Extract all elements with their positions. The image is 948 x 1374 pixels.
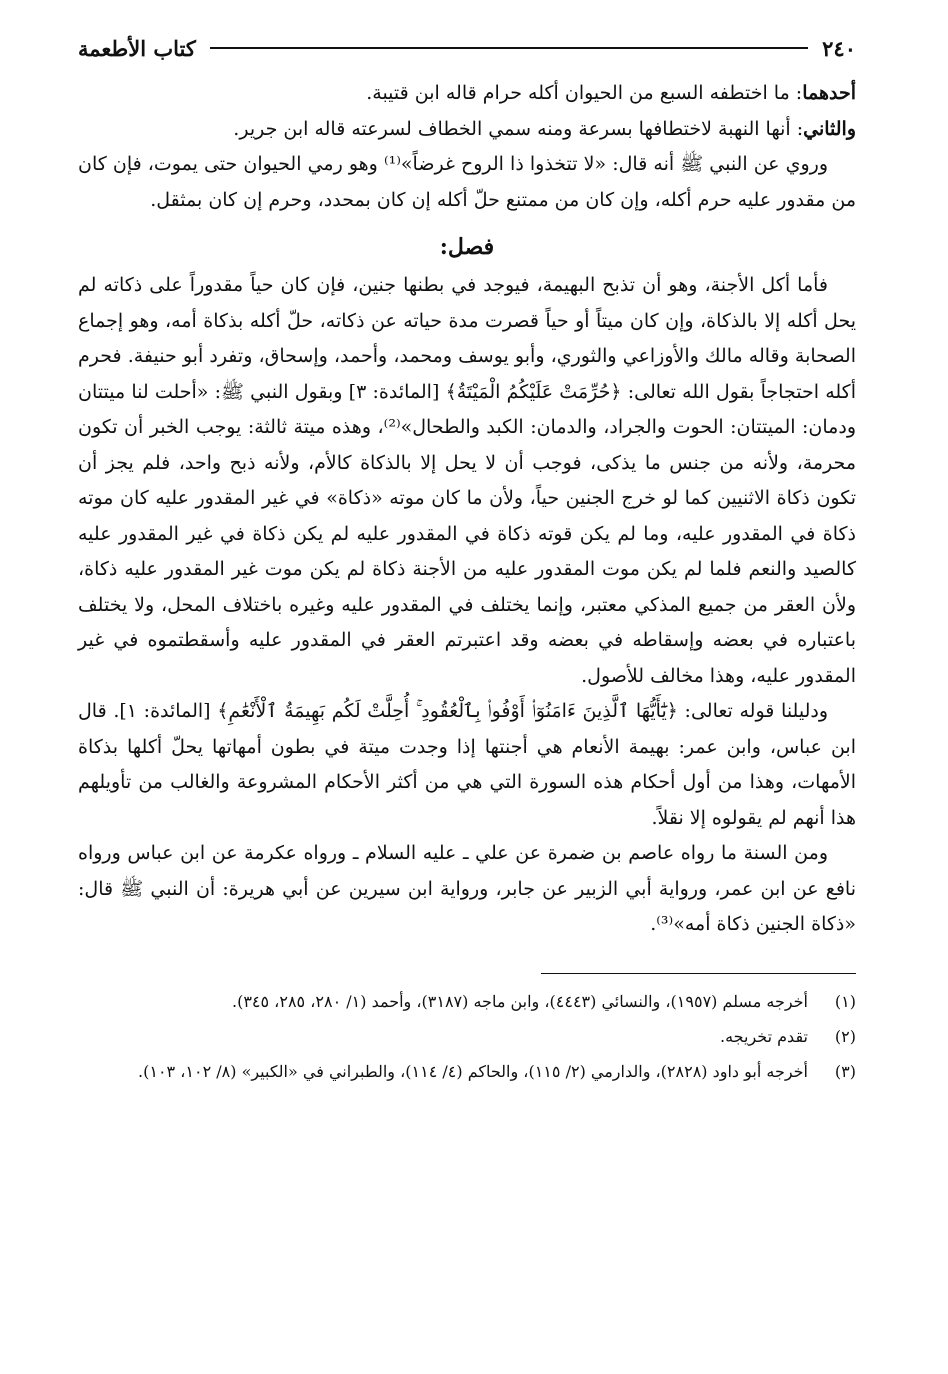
footnote-text: أخرجه أبو داود (٢٨٢٨)، والدارمي (٢/ ١١٥)، والحاكم (٤/ ١١٤)، والطبراني في «الكبير» (٨/ ١٠٢، ١٠٣).	[138, 1061, 808, 1081]
footnote-number: (٣)	[834, 1061, 856, 1081]
footnote	[78, 1023, 856, 1050]
paragraph-lead: والثاني	[803, 117, 856, 140]
section-paragraph: ومن السنة ما رواه عاصم بن ضمرة عن علي ـ عليه السلام ـ ورواه عكرمة عن ابن عباس ورواه نافع عن ابن عمر، ورواية أبي الزبير عن جابر، ورواية ابن سيرين عن أبي هريرة: أن النبي ﷺ قال: «ذكاة الجنين ذكاة أمه»⁽³⁾.	[78, 842, 856, 935]
paragraph-second-opinion	[78, 112, 856, 148]
footnote-divider	[541, 973, 856, 974]
page-number: ٢٤٠	[822, 35, 856, 61]
paragraph-text: : ما اختطفه السبع من الحيوان أكله حرام قاله ابن قتيبة.	[366, 82, 803, 104]
paragraph-first-opinion	[78, 76, 856, 112]
paragraph-hadith: وروي عن النبي ﷺ أنه قال: «لا تتخذوا ذا الروح غرضاً»⁽¹⁾ وهو رمي الحيوان حتى يموت، فإن كان من مقدور عليه حرم أكله، وإن كان من ممتنع حلّ أكله إن كان بمحدد، وحرم إن كان بمثقل.	[78, 153, 856, 211]
page-header	[78, 30, 856, 66]
page-body	[78, 76, 856, 943]
footnote	[78, 1058, 856, 1085]
footnote	[78, 988, 856, 1015]
paragraph-text: : أنها النهبة لاختطافها بسرعة ومنه سمي الخطاف لسرعته قاله ابن جرير.	[233, 117, 804, 140]
footnote-text: أخرجه مسلم (١٩٥٧)، والنسائي (٤٤٤٣)، وابن ماجه (٣١٨٧)، وأحمد (١/ ٢٨٠، ٢٨٥، ٣٤٥).	[231, 991, 808, 1011]
book-title: كتاب الأطعمة	[78, 35, 196, 61]
section-title: فصل:	[439, 234, 495, 260]
footnotes	[78, 988, 856, 1085]
header-rule	[210, 47, 808, 49]
paragraph-lead: أحدهما	[802, 82, 856, 104]
section-paragraph: ودليلنا قوله تعالى: ﴿يَٰٓأَيُّهَا ٱلَّذِينَ ءَامَنُوٓا۟ أَوْفُوا۟ بِٱلْعُقُودِ ۚ أُحِلَّتْ لَكُم بَهِيمَةُ ٱلْأَنْعَٰمِ﴾ [المائدة: ١]. قال ابن عباس، وابن عمر: بهيمة الأنعام هي أجنتها إذا وجدت ميتة في بطون أمهاتها يحلّ أكلها بذكاة الأمهات، وهذا من أول أحكام هذه السورة التي هي من أكثر الأحكام المشروعة والغالب من تأويلهم هذا أنهم لم يقولوه إلا نقلاً.	[78, 700, 856, 829]
footnote-number: (٢)	[834, 1026, 856, 1046]
footnote-text: تقدم تخريجه.	[720, 1026, 808, 1046]
section-paragraph: فأما أكل الأجنة، وهو أن تذبح البهيمة، فيوجد في بطنها جنين، فإن كان حياً مقدوراً على ذكاته لم يحل أكله إلا بالذكاة، وإن كان ميتاً أو حياً قصرت مدة حياته عن ذكاته، حلّ أكله بذكاة أمه، وهو إجماع الصحابة وقاله مالك والأوزاعي والثوري، وأبو يوسف ومحمد، وأحمد، وإسحاق، وتفرد أبو حنيفة. فحرم أكله احتجاجاً بقول الله تعالى: ﴿حُرِّمَتْ عَلَيْكُمُ الْمَيْتَةُ﴾ [المائدة: ٣] وبقول النبي ﷺ: «أحلت لنا ميتتان ودمان: الميتتان: الحوت والجراد، والدمان: الكبد والطحال»⁽²⁾، وهذه ميتة ثالثة: يوجب الخبر أن تكون محرمة، ولأنه من جنس ما يذكى، فوجب أن لا يحل إلا بالذكاة كالأم، ولأنه ذبح واحد، فلم يجز أن تكون ذكاة الاثنيين كما لو خرج الجنين حياً، ولأن ما كان موته «ذكاة» في غير المقدور عليه كان موته ذكاة في المقدور عليه، وما لم يكن قوته ذكاة في المقدور عليه لم يكن ذكاة في غير المقدور عليه كالصيد والنعم فلما لم يكن موت المقدور عليه من الأجنة ذكاة لم يكن موت غير المقدور عليه ذكاة، ولأن العقر من جميع المذكي معتبر، وإنما يختلف في المقدور عليه وغيره باختلاف المحل، ولا يختلف باعتباره في بعضه وإسقاطه في بعضه وقد اعتبرتم العقر في المقدور عليه وأسقطتموه في غير المقدور عليه، وهذا مخالف للأصول.	[78, 274, 856, 687]
footnote-number: (١)	[834, 991, 856, 1011]
